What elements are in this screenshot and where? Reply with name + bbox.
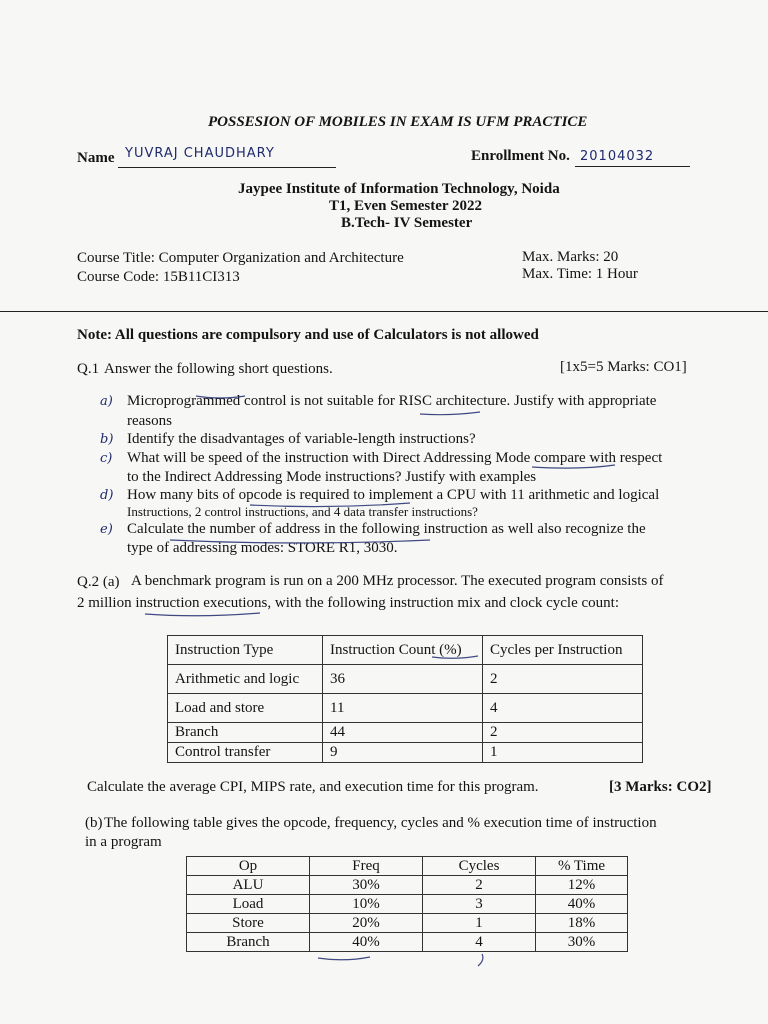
- table-cell: Branch: [187, 933, 310, 952]
- max-marks: Max. Marks: 20: [522, 249, 619, 265]
- q1-item-c-line1: What will be speed of the instruction with Direct Addressing Mode compare with respect: [127, 450, 663, 466]
- table-cell: 20%: [310, 914, 423, 933]
- table-cell: 44: [323, 723, 483, 743]
- q2a-question: Calculate the average CPI, MIPS rate, and execution time for this program.: [87, 779, 539, 795]
- table-row: [187, 895, 628, 914]
- table-row: [168, 723, 643, 743]
- q2a-marks: [3 Marks: CO2]: [609, 779, 712, 795]
- name-underline: [118, 167, 336, 168]
- table-cell: Load: [187, 895, 310, 914]
- ink-underline: [478, 954, 483, 966]
- table-header-cell: % Time: [536, 857, 628, 876]
- ink-underline: [145, 613, 260, 616]
- table-row: [187, 876, 628, 895]
- header-divider: [0, 311, 768, 312]
- table-header-cell: Instruction Type: [168, 636, 323, 665]
- q1-item-e-line1: Calculate the number of address in the following instruction as well also recognize the: [127, 521, 646, 537]
- institute-name: Jaypee Institute of Information Technology, Noida: [238, 181, 560, 197]
- q1-item-a-line1: Microprogrammed control is not suitable for RISC architecture. Justify with appropriate: [127, 393, 657, 409]
- q1-item-c-marker: c): [100, 451, 113, 466]
- enrollment-value: 20104032: [580, 149, 655, 164]
- table-cell: Store: [187, 914, 310, 933]
- table-cell: 30%: [536, 933, 628, 952]
- table-cell: ALU: [187, 876, 310, 895]
- enrollment-label: Enrollment No.: [471, 148, 570, 164]
- table-cell: 1: [483, 743, 643, 763]
- opcode-table: [186, 856, 628, 952]
- table-cell: 2: [483, 723, 643, 743]
- q1-item-d-marker: d): [100, 488, 114, 503]
- table-row: [168, 665, 643, 694]
- table-cell: 11: [323, 694, 483, 723]
- table-cell: 2: [423, 876, 536, 895]
- table-cell: Load and store: [168, 694, 323, 723]
- course-title: Course Title: Computer Organization and Architecture: [77, 250, 404, 266]
- table-cell: 9: [323, 743, 483, 763]
- table-cell: 12%: [536, 876, 628, 895]
- q2a-line1: A benchmark program is run on a 200 MHz processor. The executed program consists of: [131, 573, 664, 589]
- q1-item-c: [100, 449, 663, 485]
- table-cell: Arithmetic and logic: [168, 665, 323, 694]
- table-row: [168, 694, 643, 723]
- q1-item-b-line1: Identify the disadvantages of variable-length instructions?: [127, 431, 476, 447]
- table-cell: 36: [323, 665, 483, 694]
- table-cell: 1: [423, 914, 536, 933]
- table-row: [187, 933, 628, 952]
- table-header-cell: Op: [187, 857, 310, 876]
- instructions-note: Note: All questions are compulsory and use of Calculators is not allowed: [77, 327, 539, 343]
- q1-item-a-marker: a): [100, 394, 113, 409]
- ink-underline: [318, 957, 370, 960]
- table-header-cell: Cycles per Instruction: [483, 636, 643, 665]
- q1-item-a: [100, 392, 657, 429]
- q1-item-c-line2: to the Indirect Addressing Mode instructions? Justify with examples: [127, 469, 537, 485]
- exam-warning: POSSESION OF MOBILES IN EXAM IS UFM PRACTICE: [208, 114, 588, 130]
- table-cell: Branch: [168, 723, 323, 743]
- table-header-cell: Instruction Count (%): [323, 636, 483, 665]
- q1-text: Answer the following short questions.: [104, 361, 333, 377]
- q2b-line2: in a program: [85, 834, 162, 850]
- name-label: Name: [77, 150, 115, 166]
- table-cell: 40%: [310, 933, 423, 952]
- name-value: YUVRAJ CHAUDHARY: [125, 146, 275, 161]
- table-header-row: [168, 636, 643, 665]
- q2b-label: (b): [85, 815, 103, 831]
- q2a-label: Q.2 (a): [77, 574, 120, 590]
- q2b-line1: The following table gives the opcode, frequency, cycles and % execution time of instruction: [104, 815, 657, 831]
- instruction-mix-table: [167, 635, 643, 763]
- course-code: Course Code: 15B11CI313: [77, 269, 240, 285]
- q1-item-b: [100, 430, 476, 449]
- q2a-line2: 2 million instruction executions, with the following instruction mix and clock cycle count:: [77, 595, 619, 611]
- table-cell: 18%: [536, 914, 628, 933]
- semester: T1, Even Semester 2022: [329, 198, 483, 214]
- q1-label: Q.1: [77, 361, 100, 377]
- enrollment-underline: [575, 166, 690, 167]
- q1-item-e-line2: type of addressing modes: STORE R1, 3030.: [127, 540, 398, 556]
- q1-item-e: [100, 520, 646, 556]
- table-header-cell: Freq: [310, 857, 423, 876]
- q1-item-d-line2: Instructions, 2 control instructions, and 4 data transfer instructions?: [127, 504, 478, 519]
- q1-item-b-marker: b): [100, 432, 114, 447]
- table-cell: 30%: [310, 876, 423, 895]
- table-cell: 3: [423, 895, 536, 914]
- table-header-row: [187, 857, 628, 876]
- q1-item-a-line2: reasons: [127, 413, 172, 429]
- q1-item-d: [100, 486, 660, 519]
- q1-item-d-line1: How many bits of opcode is required to implement a CPU with 11 arithmetic and logical: [127, 487, 660, 503]
- table-row: [187, 914, 628, 933]
- table-cell: Control transfer: [168, 743, 323, 763]
- ink-underline: [420, 412, 480, 415]
- q1-marks: [1x5=5 Marks: CO1]: [560, 359, 687, 375]
- table-header-cell: Cycles: [423, 857, 536, 876]
- q1-item-e-marker: e): [100, 522, 113, 537]
- max-time: Max. Time: 1 Hour: [522, 266, 638, 282]
- program: B.Tech- IV Semester: [341, 215, 473, 231]
- table-cell: 4: [483, 694, 643, 723]
- table-cell: 40%: [536, 895, 628, 914]
- table-cell: 2: [483, 665, 643, 694]
- table-row: [168, 743, 643, 763]
- table-cell: 4: [423, 933, 536, 952]
- table-cell: 10%: [310, 895, 423, 914]
